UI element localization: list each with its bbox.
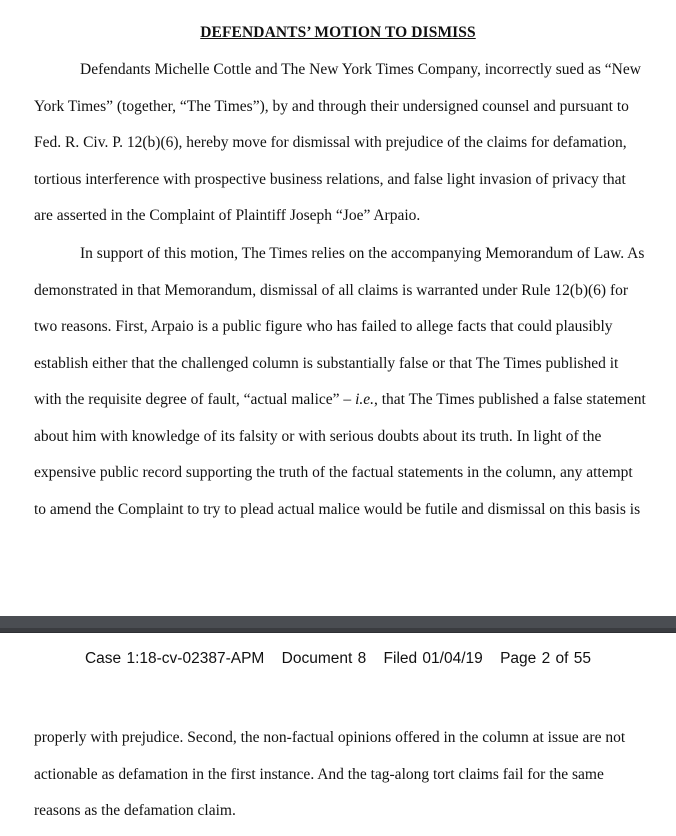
- filed-date: Filed 01/04/19: [383, 650, 483, 667]
- page-separator: [0, 616, 676, 633]
- case-number: Case 1:18-cv-02387-APM: [84, 650, 265, 667]
- paragraph-2: [34, 236, 646, 528]
- paragraph-1: Defendants Michelle Cottle and The New York Times Company, incorrectly sued as “New York Times” (together, “The Times”), by and through their undersigned counsel and pursuant to Fed. R. Civ. P. 12(b)(6), hereby move for dismissal with prejudice of the claims for defamation, tortious interference with prospective business relations, and false light invasion of privacy that are asserted in the Complaint of Plaintiff Joseph “Joe” Arpaio.: [34, 61, 641, 224]
- document-number: Document 8: [281, 650, 367, 667]
- paragraph-2-text-a: In support of this motion, The Times relies on the accompanying Memorandum of Law. As demonstrated in that Memorandum, dismissal of all claims is warranted under Rule 12(b)(6) for two reasons. First, Arpaio is a public figure who has failed to allege facts that could plausibly establish either that the challenged column is substantially false or that The Times published it with the requisite degree of fault, “actual malice” –: [34, 245, 645, 408]
- paragraph-2-italic: i.e.: [355, 391, 374, 408]
- motion-heading: DEFENDANTS’ MOTION TO DISMISS: [200, 24, 476, 41]
- paragraph-2-text-b: , that The Times published a false statement about him with knowledge of its falsity or with serious doubts about its truth. In light of the expensive public record supporting the truth of the factual statements in the column, any attempt to amend the Complaint to try to plead actual malice would be futile and dismissal on this basis is: [34, 391, 646, 518]
- page-number: Page 2 of 55: [500, 650, 592, 667]
- paragraph-3: properly with prejudice. Second, the non-factual opinions offered in the column at issue are not actionable as defamation in the first instance. And the tag-along tort claims fail for the same reasons as the defamation claim.: [34, 729, 626, 819]
- case-header: [0, 650, 676, 668]
- page-separator-shadow: [0, 628, 676, 632]
